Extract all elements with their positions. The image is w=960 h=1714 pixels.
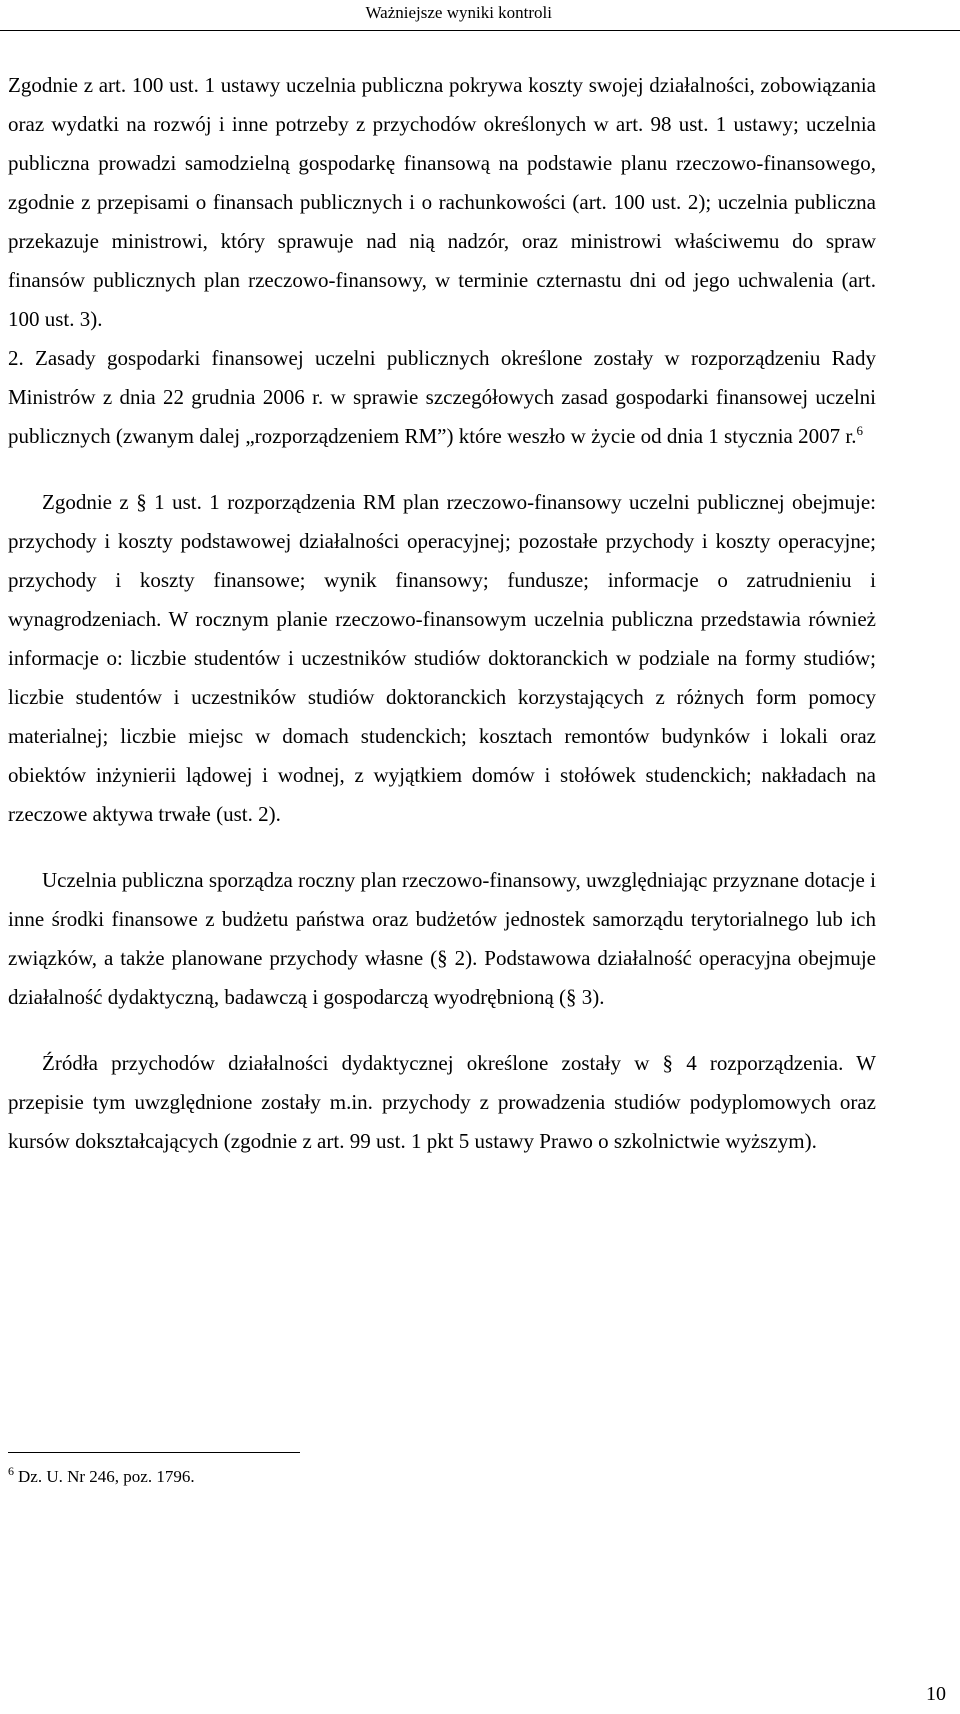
footnote-divider [8,1452,300,1453]
paragraph-text: Uczelnia publiczna sporządza roczny plan rzeczowo-finansowy, uwzględniając przyznane dotacje i inne środki finansowe z budżetu państwa oraz budżetów jednostek samorządu terytorialnego lub ich związków, a także planowane przychody własne (§ 2). Podstawowa działalność operacyjna obejmuje działalność dydaktyczną, badawczą i gospodarczą wyodrębnioną (§ 3). [8,868,876,1009]
paragraph-text: Źródła przychodów działalności dydaktycznej określone zostały w § 4 rozporządzenia. W przepisie tym uwzględnione zostały m.in. przychody z prowadzenia studiów podyplomowych oraz kursów dokształcających (zgodnie z art. 99 ust. 1 pkt 5 ustawy Prawo o szkolnictwie wyższym). [8,1051,876,1153]
paragraph-plan-rzeczowo-finansowy [8,483,876,834]
footnote-mark: 6 [8,1464,14,1479]
page-number: 10 [926,1683,946,1705]
running-header-title: Ważniejsze wyniki kontroli [365,3,552,22]
paragraph-roczny-plan [8,861,876,1017]
paragraph-art-100 [8,66,876,339]
paragraph-zrodla-przychodow [8,1044,876,1161]
document-body [8,66,876,1161]
paragraph-zasady-gospodarki [8,339,876,456]
footnote-text: Dz. U. Nr 246, poz. 1796. [18,1467,195,1486]
footnote-reference: 6 [856,423,863,438]
footnote [8,1466,195,1488]
paragraph-text: 2. Zasady gospodarki finansowej uczelni publicznych określone zostały w rozporządzeniu Rady Ministrów z dnia 22 grudnia 2006 r. w sprawie szczegółowych zasad gospodarki finansowej uczelni publicznych (zwanym dalej „rozporządzeniem RM”) które weszło w życie od dnia 1 stycznia 2007 r. [8,346,876,448]
header-divider [0,30,960,31]
paragraph-text: Zgodnie z § 1 ust. 1 rozporządzenia RM plan rzeczowo-finansowy uczelni publicznej obejmuje: przychody i koszty podstawowej działalności operacyjnej; pozostałe przychody i koszty operacyjne; przychody i koszty finansowe; wynik finansowy; fundusze; informacje o zatrudnieniu i wynagrodzeniach. W rocznym planie rzeczowo-finansowym uczelnia publiczna przedstawia również informacje o: liczbie studentów i uczestników studiów doktoranckich w podziale na formy studiów; liczbie studentów i uczestników studiów doktoranckich korzystających z różnych form pomocy materialnej; liczbie miejsc w domach studenckich; kosztach remontów budynków i lokali oraz obiektów inżynierii lądowej i wodnej, z wyjątkiem domów i stołówek studenckich; nakładach na rzeczowe aktywa trwałe (ust. 2). [8,490,876,826]
paragraph-text: Zgodnie z art. 100 ust. 1 ustawy uczelnia publiczna pokrywa koszty swojej działalności, zobowiązania oraz wydatki na rozwój i inne potrzeby z przychodów określonych w art. 98 ust. 1 ustawy; uczelnia publiczna prowadzi samodzielną gospodarkę finansową na podstawie planu rzeczowo-finansowego, zgodnie z przepisami o finansach publicznych i o rachunkowości (art. 100 ust. 2); uczelnia publiczna przekazuje ministrowi, który sprawuje nad nią nadzór, oraz ministrowi właściwemu do spraw finansów publicznych plan rzeczowo-finansowy, w terminie czternastu dni od jego uchwalenia (art. 100 ust. 3). [8,73,876,331]
